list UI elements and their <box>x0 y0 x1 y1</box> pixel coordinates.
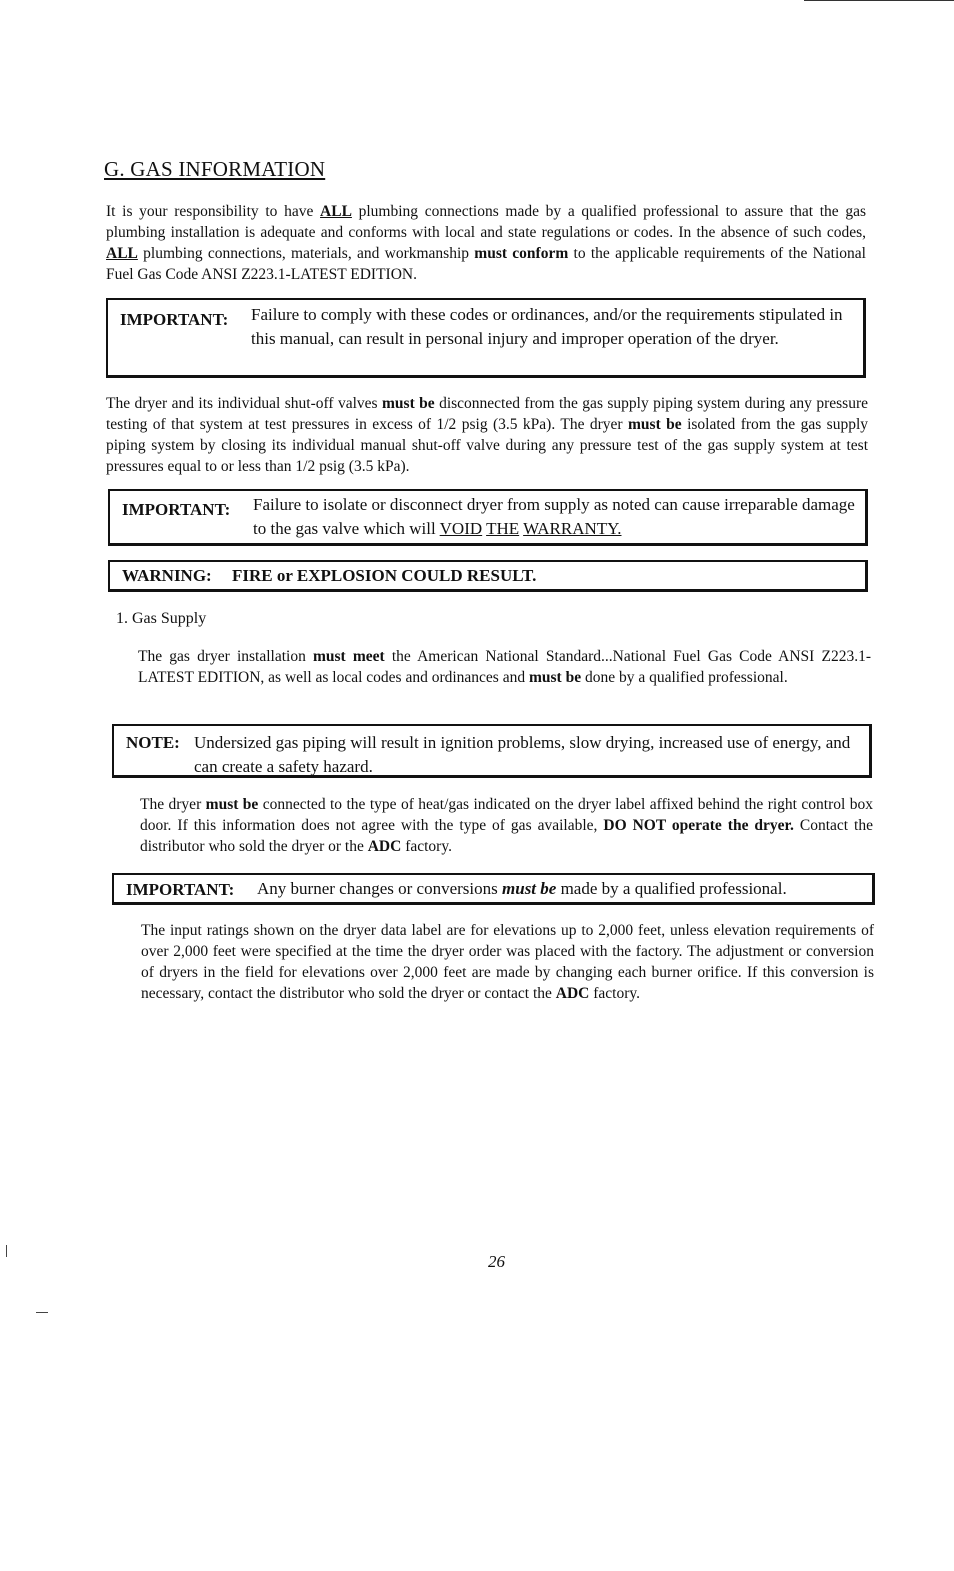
page-number: 26 <box>488 1252 505 1271</box>
scan-mark <box>36 1312 48 1313</box>
important-text: Failure to comply with these codes or ordinances, and/or the requirements stipulated in this manual, can result in personal injury and improper operation of the dryer. <box>251 305 843 348</box>
shutoff-text: The dryer and its individual shut-off valves <box>106 395 382 412</box>
connect-paragraph <box>140 794 873 857</box>
important-label: IMPORTANT: <box>122 500 231 519</box>
intro-text: It is your responsibility to have <box>106 203 321 220</box>
burner-text: made by a qualified professional. <box>556 879 787 898</box>
shutoff-must-be: must be <box>628 416 682 433</box>
intro-text: plumbing connections made by a qualified professional to assure that the gas plumbing installation is adequate and conforms with local and state regulations or codes. In the absence of such codes, <box>106 203 866 241</box>
scan-edge-line <box>804 0 954 1</box>
warning-box <box>108 560 868 592</box>
important-box-codes <box>106 298 866 378</box>
important-box-burner <box>112 873 875 905</box>
connect-text: The dryer <box>140 796 206 813</box>
shutoff-paragraph <box>106 393 868 477</box>
scan-mark <box>6 1245 7 1257</box>
important-label: IMPORTANT: <box>120 310 229 329</box>
connect-text: connected to the type of heat/gas indicated on the dryer label affixed behind the right control box door. If this information does not agree with the type of gas available, <box>140 796 873 834</box>
important-box-warranty <box>108 489 868 546</box>
warning-label: WARNING: <box>122 566 212 585</box>
intro-all-emphasis: ALL <box>106 245 138 262</box>
section-heading: G. GAS INFORMATION <box>104 157 326 181</box>
intro-text: to the applicable requirements of the National Fuel Gas Code ANSI Z223.1-LATEST EDITION. <box>106 245 866 283</box>
burner-text: Any burner changes or conversions <box>257 879 503 898</box>
shutoff-must-be: must be <box>382 395 435 412</box>
ratings-text: factory. <box>589 985 641 1002</box>
note-text: Undersized gas piping will result in ignition problems, slow drying, increased use of energy, and can create a safety hazard. <box>194 733 851 776</box>
note-box <box>112 724 872 778</box>
gas-supply-text: The gas dryer installation <box>138 648 313 665</box>
important-label: IMPORTANT: <box>126 880 235 899</box>
warranty-word: WARRANTY. <box>523 519 622 538</box>
gas-supply-item-label: 1. Gas Supply <box>116 610 207 627</box>
connect-text: Contact the distributor who sold the dryer or the <box>140 817 873 855</box>
gas-supply-paragraph <box>138 646 871 688</box>
ratings-paragraph <box>141 920 874 1004</box>
must-be-emphasis: must be <box>502 879 557 898</box>
important-text <box>257 877 867 901</box>
intro-paragraph <box>106 201 866 285</box>
intro-must-conform: must conform <box>474 245 569 262</box>
connect-text: factory. <box>401 838 452 855</box>
ratings-text: The input ratings shown on the dryer data label are for elevations up to 2,000 feet, unless elevation requirements of over 2,000 feet were specified at the time the dryer order was placed with the factory. The adjustment or conversion of dryers in the field for elevations over 2,000 feet are made by changing each burner orifice. If this conversion is necessary, contact the distributor who sold the dryer or contact the <box>141 922 874 1002</box>
shutoff-text: isolated from the gas supply piping system by closing its individual manual shut-off valve during any pressure test of the gas supply system at test pressures equal to or less than 1/2 psig (3.5 kPa). <box>106 416 869 475</box>
gas-supply-text: done by a qualified professional. <box>581 669 788 686</box>
void-word: VOID <box>439 519 483 538</box>
note-label: NOTE: <box>126 733 180 752</box>
gas-supply-text: the American National Standard...National Fuel Gas Code ANSI Z223.1-LATEST EDITION, as well as local codes and ordinances and <box>138 648 871 686</box>
important-text <box>253 493 863 541</box>
must-be-emphasis: must be <box>528 669 582 686</box>
must-meet-emphasis: must meet <box>312 648 385 665</box>
must-be-emphasis: must be <box>205 796 259 813</box>
warning-text: FIRE or EXPLOSION COULD RESULT. <box>232 566 537 585</box>
shutoff-text: disconnected from the gas supply piping system during any pressure testing of that system at test pressures in excess of 1/2 psig (3.5 kPa). The dryer <box>106 395 868 433</box>
adc-emphasis: ADC <box>367 838 402 855</box>
the-word: THE <box>486 519 520 538</box>
adc-emphasis: ADC <box>555 985 590 1002</box>
intro-all-emphasis: ALL <box>320 203 352 220</box>
intro-text: plumbing connections, materials, and workmanship <box>137 245 475 262</box>
warranty-text: Failure to isolate or disconnect dryer from supply as noted can cause irreparable damage to the gas valve which will <box>253 495 855 538</box>
do-not-operate-emphasis: DO NOT operate the dryer. <box>603 817 794 834</box>
